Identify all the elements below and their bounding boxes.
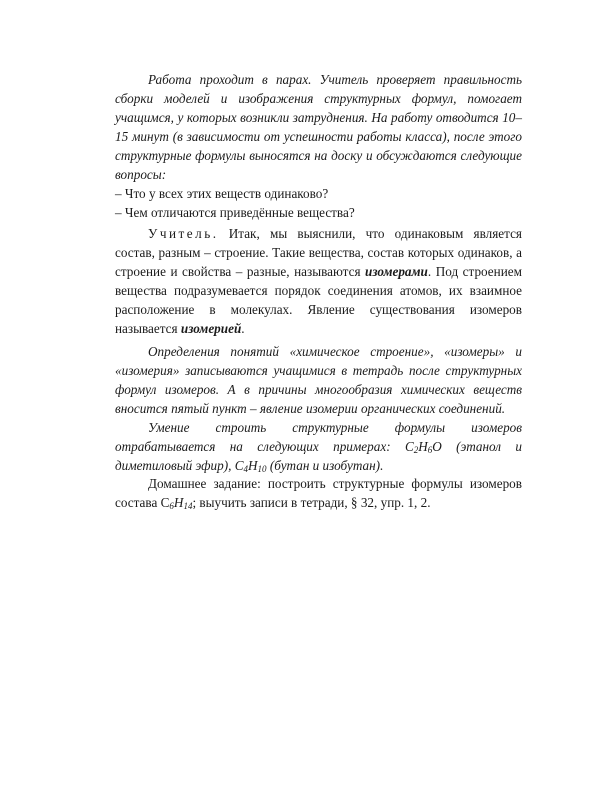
- term-isomers: изомерами: [365, 264, 428, 279]
- subscript: 10: [257, 464, 267, 474]
- paragraph-homework: [115, 474, 522, 512]
- teacher-text-b: . Под строением вещества подразумевается порядок соединения атомов, их взаимное расположение в молекулах. Явление существования изомеров называется: [115, 264, 522, 336]
- practice-text-a: Умение строить структурные формулы изомеров отрабатывается на следующих примерах: C: [115, 420, 522, 454]
- paragraph-definitions-text: Определения понятий «химическое строение», «изомеры» и «изомерия» записываются учащимися в тетрадь после структурных формул изомеров. А в причины многообразия химических веществ вносится пятый пункт – явление изомерии органических соединений.: [115, 344, 522, 416]
- teacher-text-a: Итак, мы выяснили, что одинаковым является состав, разным – строение. Такие вещества, состав которых одинаков, а строение и свойства – разные, называются: [115, 226, 522, 279]
- question-item: – Чем отличаются приведённые вещества?: [115, 205, 355, 220]
- practice-text-b: (бутан и изобутан).: [266, 458, 384, 473]
- teacher-text-c: .: [241, 321, 245, 336]
- formula-part: O (этанол и диметиловый эфир), C: [115, 439, 522, 473]
- paragraph-pair-work-text: Работа проходит в парах. Учитель проверяет правильность сборки моделей и изображения структурных формул, помогает учащимся, у которых возникли затруднения. На работу отводится 10–15 минут (в зависимости от успешности работы класса), после этого структурные формулы выносятся на доску и обсуждаются следующие вопросы:: [115, 72, 522, 182]
- subscript: 4: [243, 464, 249, 474]
- paragraph-practice: [115, 418, 522, 475]
- subscript: 6: [427, 445, 433, 455]
- paragraph-pair-work: [115, 70, 522, 184]
- speaker-label: Учитель.: [148, 226, 219, 241]
- subscript: 2: [413, 445, 419, 455]
- paragraph-teacher: [115, 224, 522, 338]
- paragraph-practice-text: [115, 418, 522, 475]
- paragraph-homework-text: [115, 474, 522, 512]
- subscript: 6: [169, 501, 174, 511]
- question-item: – Что у всех этих веществ одинаково?: [115, 186, 329, 201]
- formula-part: H: [418, 439, 428, 454]
- paragraph-teacher-text: [115, 224, 522, 338]
- formula-part: H: [173, 495, 184, 510]
- paragraph-definitions: [115, 342, 522, 418]
- homework-text-a: Домашнее задание: построить структурные формулы изомеров состава C: [115, 476, 522, 510]
- homework-text-b: ; выучить записи в тетради, § 32, упр. 1, 2.: [192, 495, 431, 510]
- term-isomerism: изомерией: [180, 321, 242, 336]
- subscript: 14: [183, 501, 193, 511]
- questions-list: [115, 184, 522, 222]
- formula-part: H: [248, 458, 258, 473]
